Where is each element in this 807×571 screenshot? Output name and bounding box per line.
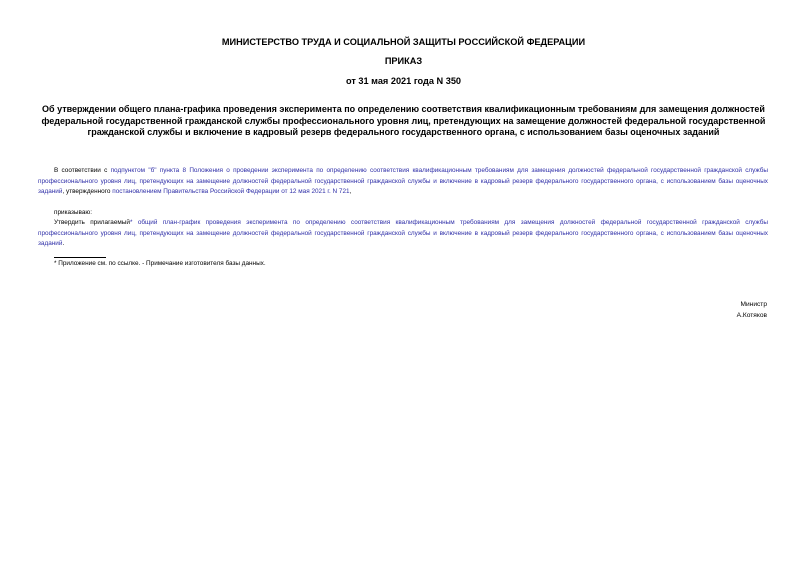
document-date-number: от 31 мая 2021 года N 350 (345, 76, 462, 86)
ministry-name: МИНИСТЕРСТВО ТРУДА И СОЦИАЛЬНОЙ ЗАЩИТЫ РОССИЙСКОЙ ФЕДЕРАЦИИ (221, 37, 586, 47)
document-type: ПРИКАЗ (384, 56, 423, 66)
preamble-prefix: В соответствии с (54, 167, 111, 174)
preamble-middle: , утвержденного (62, 188, 113, 195)
document-subject: Об утверждении общего плана-графика проведения эксперимента по определению соответствия квалификационным требованиям для замещения должностей федеральной государственной гражданской службы профессионального уровня лиц, претендующих на замещение должностей федеральной государственной гражданской службы и включение в кадровый резерв федерального государственного органа, с использованием базы оценочных заданий (41, 104, 766, 137)
regulation-link[interactable]: подпунктом "б" пункта 8 Положения о проведении эксперимента по определению соответствия квалификационным требованиям для замещения должностей федеральной государственной гражданской службы профессионального уровня лиц, претендующих на замещение должностей федеральной государственной гражданской службы и включение в кадровый резерв федерального государственного органа, с использованием базы оценочных заданий (38, 167, 768, 195)
footnote: * Приложение см. по ссылке. - Примечание изготовителя базы данных. (54, 260, 266, 267)
preamble-suffix: , (349, 188, 352, 195)
resolution-prefix: Утвердить прилагаемый (54, 219, 130, 226)
resolution-paragraph (38, 218, 768, 250)
footnote-separator (54, 257, 106, 258)
resolution-suffix: . (62, 240, 65, 247)
preamble-paragraph (38, 166, 768, 198)
signatory-name: А.Котяков (736, 312, 767, 319)
plan-schedule-link[interactable]: общий план-график проведения эксперимента по определению соответствия квалификационным требованиям для замещения должностей федеральной государственной гражданской службы профессионального уровня лиц, претендующих на замещение должностей федеральной государственной гражданской службы и включение в кадровый резерв федерального государственного органа, с использованием базы оценочных заданий (38, 219, 769, 247)
order-word: приказываю: (54, 209, 92, 216)
signatory-role: Министр (740, 301, 767, 308)
footnote-marker[interactable]: * (129, 219, 133, 226)
government-decree-link[interactable]: постановлением Правительства Российской Федерации от 12 мая 2021 г. N 721 (112, 188, 350, 195)
